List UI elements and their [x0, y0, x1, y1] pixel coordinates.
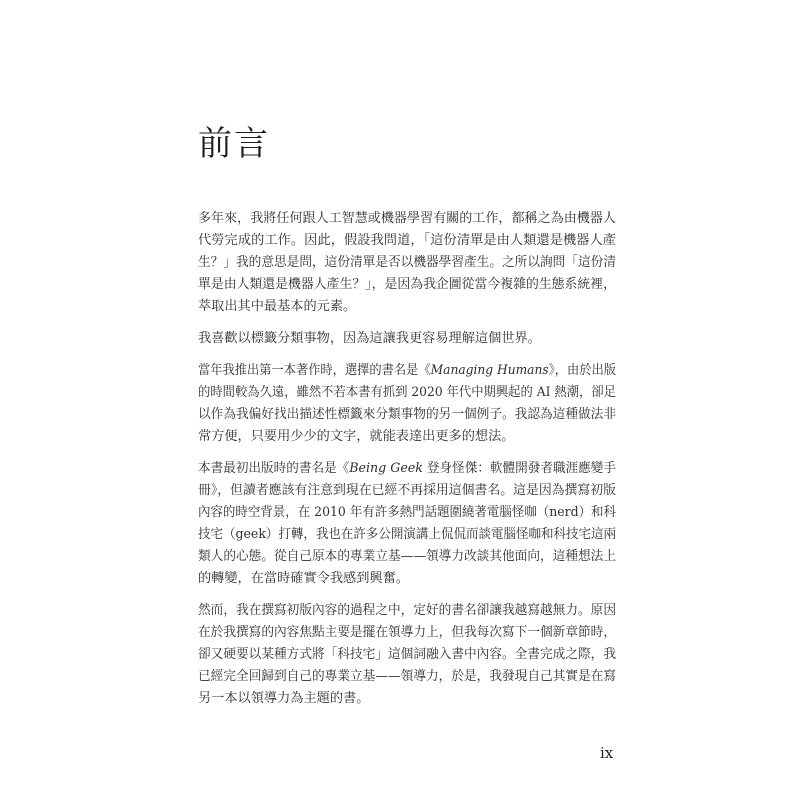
text-line: 常方便，只要用少少的文字，就能表達出更多的想法。 [198, 429, 515, 444]
text-line: 卻又硬要以某種方式將「科技宅」這個詞融入書中內容。全書完成之際，我 [198, 647, 616, 662]
text-line: 已經完全回歸到自己的專業立基——領導力，於是，我發現自己其實是在寫 [198, 669, 616, 684]
chapter-title: 前言 [198, 124, 270, 164]
text-line: 萃取出其中最基本的元素。 [198, 299, 357, 314]
text-line: 以作為我偏好找出描述性標籤來分類事物的另一個例子。我認為這種做法非 [198, 407, 616, 422]
text-line: 單是由人類還是機器人產生？」，是因為我企圖從當今複雜的生態系統裡， [198, 277, 616, 292]
paragraph [198, 208, 616, 318]
text-line: 我喜歡以標籤分類事物，因為這讓我更容易理解這個世界。 [198, 331, 541, 346]
text-line: 然而，我在撰寫初版內容的過程之中，定好的書名卻讓我越寫越無力。原因 [198, 603, 616, 618]
paragraph [198, 328, 616, 350]
book-title-italic: Being Geek [349, 461, 427, 476]
text-line: 技宅（geek）打轉，我也在許多公開演講上侃侃而談電腦怪咖和科技宅這兩 [198, 527, 616, 542]
paragraph [198, 458, 616, 590]
text-line: 的時間較為久遠，雖然不若本書有抓到 2020 年代中期興起的 AI 熱潮，卻足 [198, 385, 616, 400]
text-line: 類人的心態。從自己原本的專業立基——領導力改談其他面向，這種想法上 [198, 549, 616, 564]
body-text [198, 208, 616, 720]
text-line: 在於我撰寫的內容焦點主要是擺在領導力上，但我每次寫下一個新章節時， [198, 625, 616, 640]
text-line: 另一本以領導力為主題的書。 [198, 691, 370, 706]
book-title-italic: Managing Humans [430, 363, 549, 378]
text-line: 內容的時空背景，在 2010 年有許多熱門話題圍繞著電腦怪咖（nerd）和科 [198, 505, 616, 520]
paragraph [198, 360, 616, 448]
paragraph [198, 600, 616, 710]
text-line: 本書最初出版時的書名是《Being Geek 登身怪傑：軟體開發者職涯應變手 [198, 461, 616, 476]
text-line: 當年我推出第一本著作時，選擇的書名是《Managing Humans》，由於出版 [198, 363, 616, 378]
page-number: ix [600, 744, 614, 762]
text-line: 冊》，但讀者應該有注意到現在已經不再採用這個書名。這是因為撰寫初版 [198, 483, 616, 498]
text-line: 代勞完成的工作。因此，假設我問道，「這份清單是由人類還是機器人產 [198, 233, 617, 248]
text-line: 生？」我的意思是問，這份清單是否以機器學習產生。之所以詢問「這份清 [198, 255, 616, 270]
text-line: 的轉變，在當時確實令我感到興奮。 [198, 571, 409, 586]
text-line: 多年來，我將任何跟人工智慧或機器學習有關的工作，都稱之為由機器人 [198, 211, 616, 226]
